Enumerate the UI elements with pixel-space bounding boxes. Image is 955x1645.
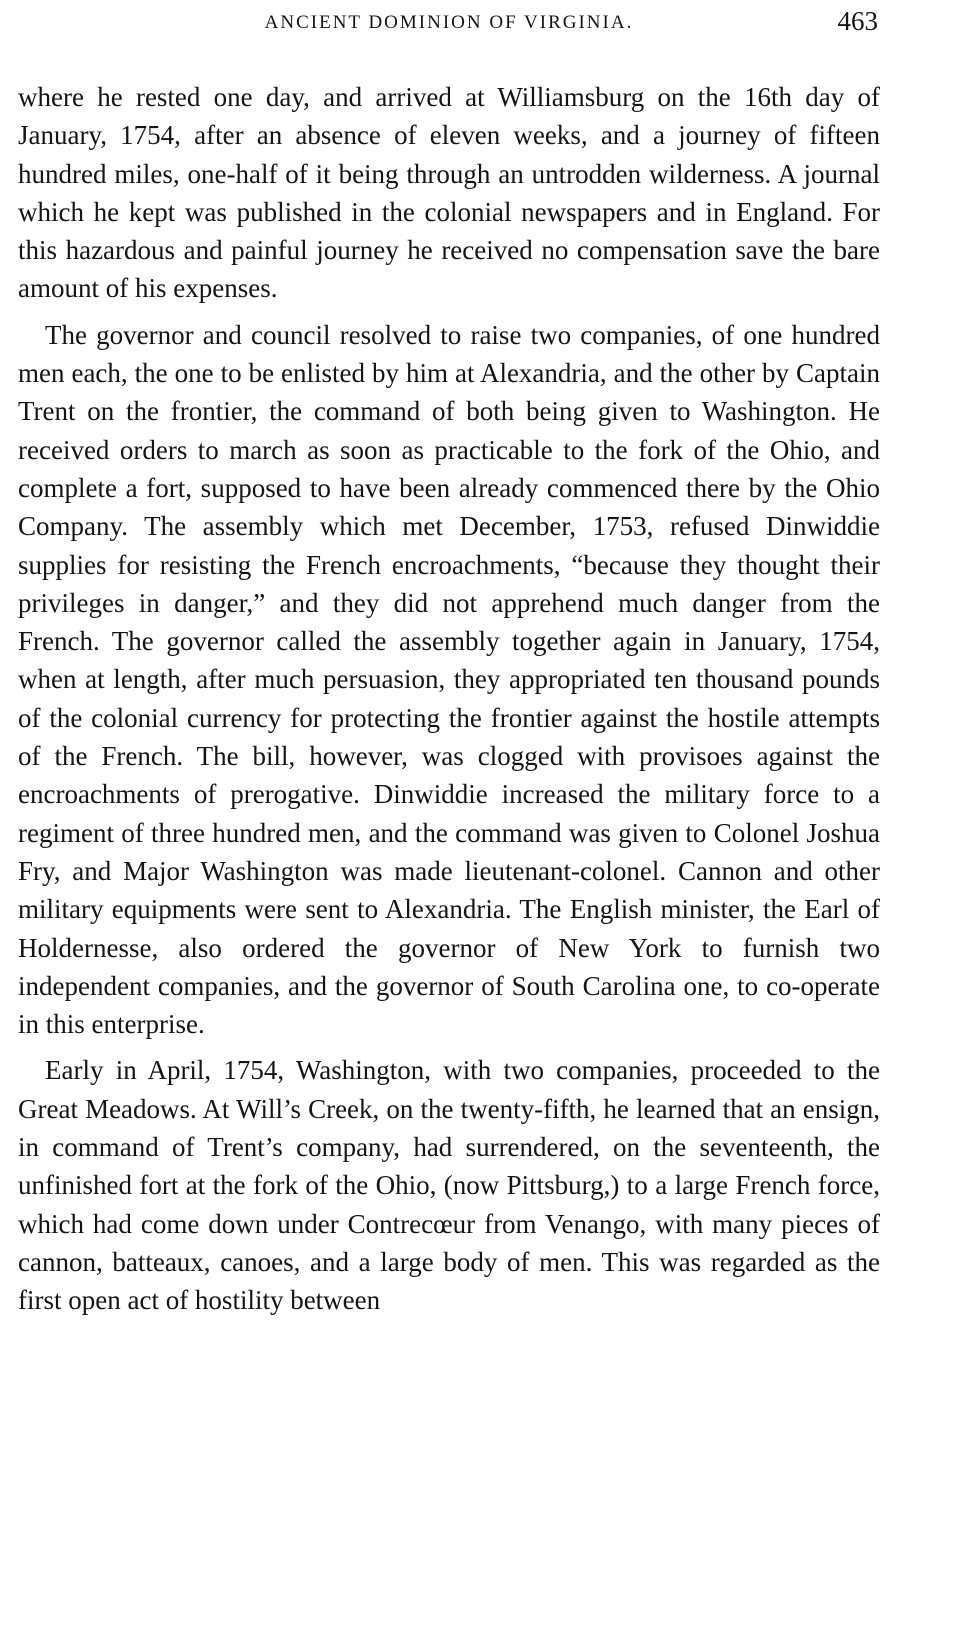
book-page <box>18 0 880 1645</box>
paragraph: The governor and council resolved to raise two companies, of one hundred men each, the one to be enlisted by him at Alexandria, and the other by Captain Trent on the frontier, the command of both being given to Washington. He received orders to march as soon as practicable to the fork of the Ohio, and complete a fort, supposed to have been already commenced there by the Ohio Company. The assembly which met December, 1753, refused Dinwiddie supplies for resisting the French encroachments, “because they thought their privileges in danger,” and they did not apprehend much danger from the French. The governor called the assembly together again in January, 1754, when at length, after much persuasion, they appropriated ten thousand pounds of the colonial currency for protecting the frontier against the hostile attempts of the French. The bill, however, was clogged with provisoes against the encroachments of prerogative. Dinwiddie increased the military force to a regiment of three hundred men, and the command was given to Colonel Joshua Fry, and Major Washington was made lieutenant-colonel. Cannon and other military equipments were sent to Alexandria. The English minister, the Earl of Holdernesse, also ordered the governor of New York to furnish two independent companies, and the governor of South Carolina one, to co-operate in this enterprise. <box>18 319 880 1040</box>
paragraph-continuation: where he rested one day, and arrived at Williamsburg on the 16th day of January, 1754, after an absence of eleven weeks, and a journey of fifteen hundred miles, one-half of it being through an untrodden wilderness. A journal which he kept was published in the colonial newspapers and in England. For this hazardous and painful journey he received no compensation save the bare amount of his expenses. <box>18 82 880 304</box>
page-number: 463 <box>837 6 878 36</box>
body-text <box>18 78 880 1320</box>
paragraph: Early in April, 1754, Washington, with two companies, proceeded to the Great Meadows. At Will’s Creek, on the twenty-fifth, he learned that an ensign, in command of Trent’s company, had surrendered, on the seventeenth, the unfinished fort at the fork of the Ohio, (now Pittsburg,) to a large French force, which had come down under Contrecœur from Venango, with many pieces of cannon, batteaux, canoes, and a large body of men. This was regarded as the first open act of hostility between <box>18 1055 880 1316</box>
running-head: ANCIENT DOMINION OF VIRGINIA. <box>264 12 634 33</box>
page-header <box>18 6 880 48</box>
